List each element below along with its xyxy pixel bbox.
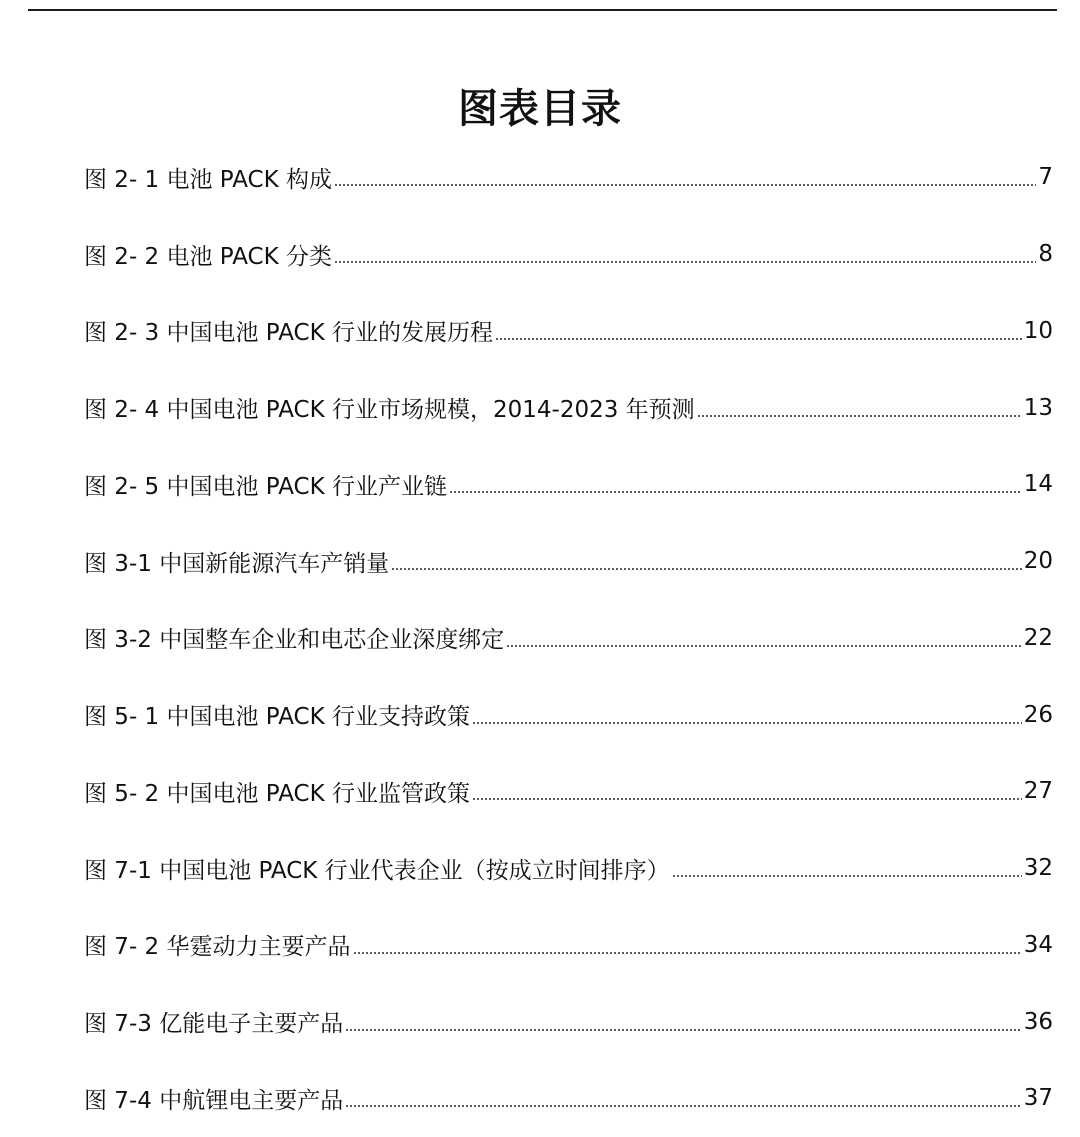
toc-dot-leader: [506, 645, 1022, 647]
page-title: 图表目录: [458, 85, 622, 132]
toc-entry[interactable]: [84, 139, 1053, 216]
toc-dot-leader: [472, 798, 1022, 800]
toc-entry-page: 26: [1023, 701, 1053, 728]
toc-dot-leader: [472, 722, 1022, 724]
toc-entry[interactable]: [84, 983, 1053, 1060]
toc-entry-label: 图 2- 4 中国电池 PACK 行业市场规模，2014-2023 年预测: [84, 397, 695, 424]
toc-entry-label: 图 7- 2 华霆动力主要产品: [84, 934, 351, 961]
toc-entry-label: 图 7-4 中航锂电主要产品: [84, 1087, 344, 1114]
toc-dot-leader: [697, 415, 1022, 417]
toc-dot-leader: [353, 952, 1022, 954]
toc-entry-label: 图 2- 1 电池 PACK 构成: [84, 166, 332, 193]
toc-entry-page: 37: [1023, 1085, 1053, 1112]
toc-dot-leader: [345, 1029, 1022, 1031]
toc-entry[interactable]: [84, 830, 1053, 907]
toc-dot-leader: [334, 184, 1036, 186]
toc-dot-leader: [391, 568, 1022, 570]
toc-entry-page: 34: [1023, 931, 1053, 958]
toc-dot-leader: [449, 491, 1022, 493]
toc-dot-leader: [672, 875, 1022, 877]
toc-entry-page: 8: [1038, 241, 1053, 268]
toc-entry-label: 图 7-3 亿能电子主要产品: [84, 1011, 344, 1038]
toc-entry[interactable]: [84, 1060, 1053, 1137]
toc-dot-leader: [345, 1105, 1022, 1107]
toc-entry-page: 36: [1023, 1008, 1053, 1035]
toc-entry[interactable]: [84, 753, 1053, 830]
toc-entry-page: 7: [1038, 164, 1053, 191]
toc-entry[interactable]: [84, 600, 1053, 677]
toc-entry[interactable]: [84, 369, 1053, 446]
toc-entry-page: 14: [1023, 471, 1053, 498]
toc-entry-page: 10: [1023, 317, 1053, 344]
toc-entry-label: 图 2- 3 中国电池 PACK 行业的发展历程: [84, 320, 493, 347]
toc-entry[interactable]: [84, 907, 1053, 984]
toc-entry-label: 图 5- 1 中国电池 PACK 行业支持政策: [84, 704, 470, 731]
toc-entry-label: 图 7-1 中国电池 PACK 行业代表企业（按成立时间排序）: [84, 857, 670, 884]
toc-entry-page: 22: [1023, 624, 1053, 651]
toc-entry-page: 27: [1023, 778, 1053, 805]
toc-entry[interactable]: [84, 523, 1053, 600]
toc-entry-page: 32: [1023, 855, 1053, 882]
figure-toc-list: [84, 139, 1053, 1137]
toc-entry[interactable]: [84, 216, 1053, 293]
toc-entry-label: 图 2- 5 中国电池 PACK 行业产业链: [84, 473, 447, 500]
toc-entry-page: 20: [1023, 548, 1053, 575]
toc-entry-label: 图 3-1 中国新能源汽车产销量: [84, 550, 390, 577]
toc-entry-label: 图 5- 2 中国电池 PACK 行业监管政策: [84, 780, 470, 807]
toc-dot-leader: [334, 261, 1036, 263]
top-rule: [28, 9, 1057, 11]
toc-entry-label: 图 3-2 中国整车企业和电芯企业深度绑定: [84, 627, 505, 654]
toc-entry-label: 图 2- 2 电池 PACK 分类: [84, 243, 332, 270]
toc-entry-page: 13: [1023, 394, 1053, 421]
toc-dot-leader: [495, 338, 1022, 340]
toc-entry[interactable]: [84, 676, 1053, 753]
toc-entry[interactable]: [84, 446, 1053, 523]
toc-entry[interactable]: [84, 293, 1053, 370]
